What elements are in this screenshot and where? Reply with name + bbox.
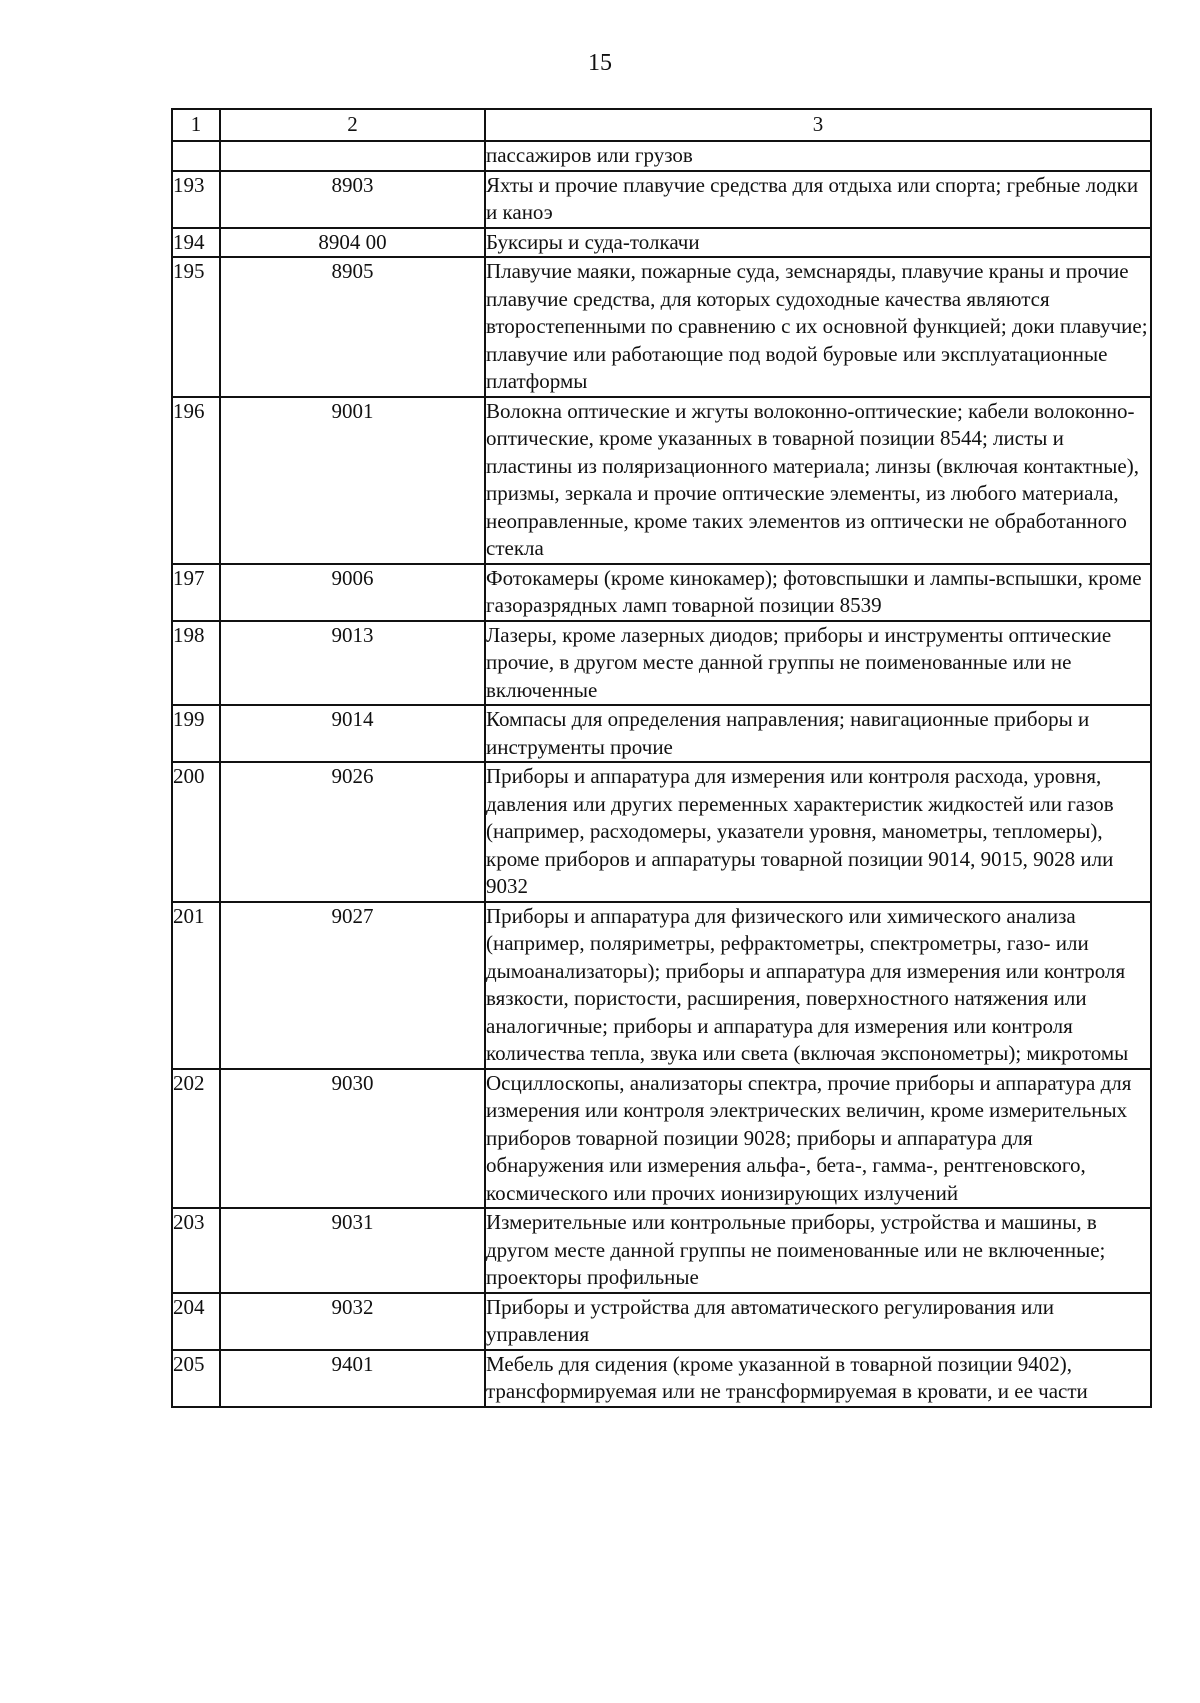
row-description: Приборы и аппаратура для физического или химического анализа (например, поляриметры, рефрактометры, спектрометры, газо- или дымоанализаторы); приборы и аппаратура для измерения или контроля вязкости, пористости, расширения, поверхностного натяжения или аналогичные; приборы и аппаратура для измерения или контроля количества тепла, звука или света (включая экспонометры); микротомы <box>485 902 1151 1069</box>
row-code: 9032 <box>220 1293 485 1350</box>
row-code: 9026 <box>220 762 485 902</box>
header-col-2: 2 <box>220 109 485 141</box>
table-row <box>172 1350 1151 1407</box>
row-number: 205 <box>172 1350 220 1407</box>
table-row <box>172 257 1151 397</box>
row-number: 198 <box>172 621 220 706</box>
continuation-row <box>172 141 1151 171</box>
row-number: 201 <box>172 902 220 1069</box>
row-code: 9006 <box>220 564 485 621</box>
table-row <box>172 1069 1151 1209</box>
row-description: Лазеры, кроме лазерных диодов; приборы и инструменты оптические прочие, в другом месте данной группы не поименованные или не включенные <box>485 621 1151 706</box>
row-code: 9001 <box>220 397 485 564</box>
row-number: 204 <box>172 1293 220 1350</box>
row-number: 196 <box>172 397 220 564</box>
row-code: 9014 <box>220 705 485 762</box>
row-description: Измерительные или контрольные приборы, устройства и машины, в другом месте данной группы не поименованные или не включенные; проекторы профильные <box>485 1208 1151 1293</box>
row-description: Осциллоскопы, анализаторы спектра, прочие приборы и аппаратура для измерения или контроля электрических величин, кроме измерительных приборов товарной позиции 9028; приборы и аппаратура для обнаружения или измерения альфа-, бета-, гамма-, рентгеновского, космического или прочих ионизирующих излучений <box>485 1069 1151 1209</box>
row-description: Волокна оптические и жгуты волоконно-оптические; кабели волоконно-оптические, кроме указанных в товарной позиции 8544; листы и пластины из поляризационного материала; линзы (включая контактные), призмы, зеркала и прочие оптические элементы, из любого материала, неоправленные, кроме таких элементов из оптически не обработанного стекла <box>485 397 1151 564</box>
row-code: 9031 <box>220 1208 485 1293</box>
page-number: 15 <box>588 50 612 76</box>
row-number: 197 <box>172 564 220 621</box>
table-row <box>172 228 1151 258</box>
table-row <box>172 902 1151 1069</box>
row-number: 200 <box>172 762 220 902</box>
header-col-3: 3 <box>485 109 1151 141</box>
row-code: 9030 <box>220 1069 485 1209</box>
header-row <box>172 109 1151 141</box>
row-code: 9027 <box>220 902 485 1069</box>
row-code: 9401 <box>220 1350 485 1407</box>
continuation-text: пассажиров или грузов <box>485 141 1151 171</box>
row-code: 8905 <box>220 257 485 397</box>
row-description: Буксиры и суда-толкачи <box>485 228 1151 258</box>
table-row <box>172 564 1151 621</box>
row-code: 9013 <box>220 621 485 706</box>
table-row <box>172 762 1151 902</box>
goods-table <box>171 108 1152 1408</box>
row-description: Фотокамеры (кроме кинокамер); фотовспышки и лампы-вспышки, кроме газоразрядных ламп товарной позиции 8539 <box>485 564 1151 621</box>
table-row <box>172 1293 1151 1350</box>
row-number: 202 <box>172 1069 220 1209</box>
table-row <box>172 705 1151 762</box>
row-description: Приборы и устройства для автоматического регулирования или управления <box>485 1293 1151 1350</box>
header-col-1: 1 <box>172 109 220 141</box>
row-description: Мебель для сидения (кроме указанной в товарной позиции 9402), трансформируемая или не трансформируемая в кровати, и ее части <box>485 1350 1151 1407</box>
table-row <box>172 621 1151 706</box>
row-code: 8904 00 <box>220 228 485 258</box>
row-number: 195 <box>172 257 220 397</box>
table-row <box>172 1208 1151 1293</box>
table-row <box>172 397 1151 564</box>
row-description: Компасы для определения направления; навигационные приборы и инструменты прочие <box>485 705 1151 762</box>
row-code: 8903 <box>220 171 485 228</box>
row-number: 194 <box>172 228 220 258</box>
row-number: 193 <box>172 171 220 228</box>
row-number: 203 <box>172 1208 220 1293</box>
row-number: 199 <box>172 705 220 762</box>
row-description: Яхты и прочие плавучие средства для отдыха или спорта; гребные лодки и каноэ <box>485 171 1151 228</box>
row-description: Плавучие маяки, пожарные суда, земснаряды, плавучие краны и прочие плавучие средства, для которых судоходные качества являются второстепенными по сравнению с их основной функцией; доки плавучие; плавучие или работающие под водой буровые или эксплуатационные платформы <box>485 257 1151 397</box>
row-description: Приборы и аппаратура для измерения или контроля расхода, уровня, давления или других переменных характеристик жидкостей или газов (например, расходомеры, указатели уровня, манометры, тепломеры), кроме приборов и аппаратуры товарной позиции 9014, 9015, 9028 или 9032 <box>485 762 1151 902</box>
table-row <box>172 171 1151 228</box>
